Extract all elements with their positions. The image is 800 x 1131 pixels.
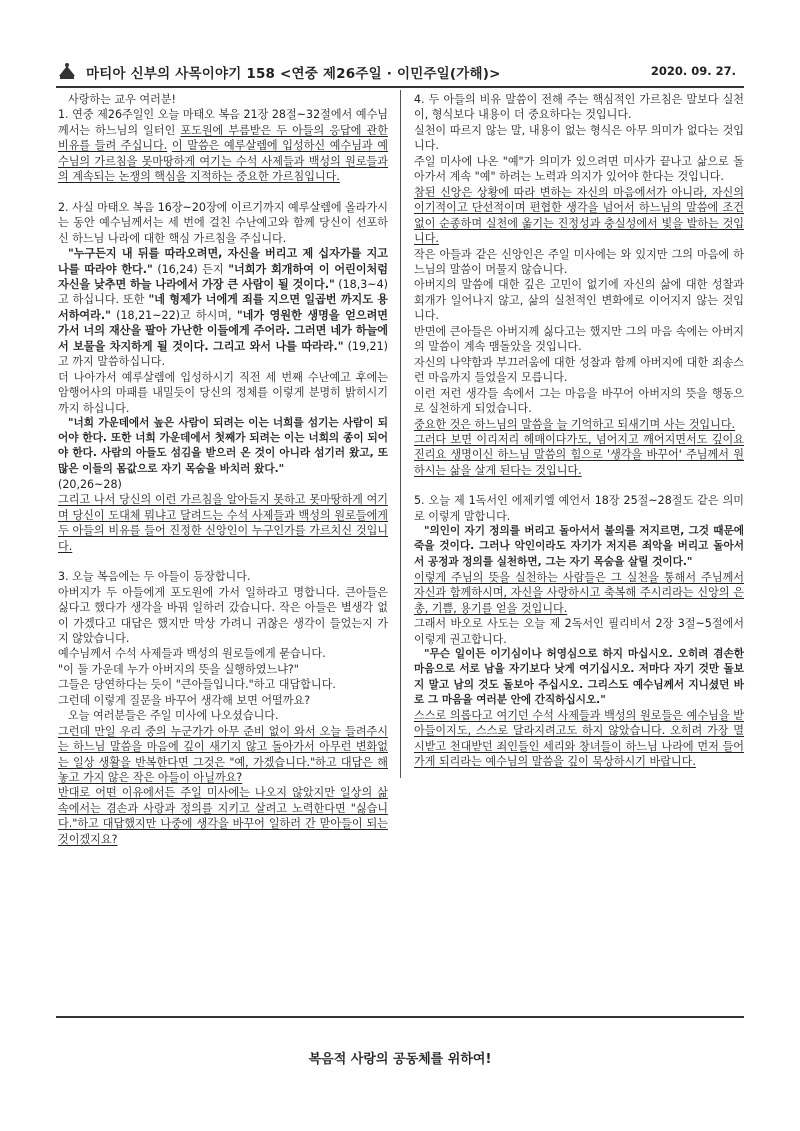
- section-4-line-5: 작은 아들과 같은 신앙인은 주일 미사에는 와 있지만 그의 마음에 하느님의 말씀이 머물지 않습니다.: [414, 247, 744, 276]
- greeting: 사랑하는 교우 여러분!: [68, 93, 176, 106]
- section-5-quote-2: "무슨 일이든 이기심이나 허영심으로 하지 마십시오. 오히려 겸손한 마음으로 서로 남을 자기보다 낫게 여기십시오. 저마다 자기 것만 돌보지 말고 남의 것도 돌보아 주십시오. 그리스도 예수님께서 지니셨던 바로 그 마음을 여러분 안에 간직하십시오.": [414, 648, 744, 706]
- page-title: 마티아 신부의 사목이야기 158 <연중 제26주일 · 이민주일(가해)>: [86, 66, 501, 82]
- section-5-line-2: 이렇게 주님의 뜻을 실천하는 사람들은 그 실천을 통해서 주님께서 자신과 함께하시며, 자신을 사랑하시고 축복해 주시리라는 신앙의 은총, 기쁨, 용기를 얻을 것입니다.: [414, 570, 744, 615]
- header-divider: [56, 86, 744, 88]
- section-5-quote-1: "의인이 자기 정의를 버리고 돌아서서 불의를 저지르면, 그것 때문에 죽을 것이다. 그러나 악인이라도 자기가 저지른 죄악을 버리고 돌아서서 공정과 정의를 실천하면, 그는 자기 목숨을 살릴 것이다.": [414, 525, 744, 568]
- section-4-line-2: 실천이 따르지 않는 말, 내용이 없는 형식은 아무 의미가 없다는 것입니다.: [414, 123, 744, 153]
- footer-divider: [56, 1016, 744, 1018]
- section-4-line-6: 아버지의 말씀에 대한 깊은 고민이 없기에 자신의 삶에 대한 성찰과 회개가 일어나지 않고, 삶의 실천적인 변화에로 이어지지 않는 것입니다.: [414, 278, 744, 323]
- section-3-line-9: 반대로 어떤 이유에서든 주일 미사에는 나오지 않았지만 일상의 삶 속에서는 겸손과 사랑과 정의를 지키고 살려고 노력한다면 "싫습니다."하고 대답했지만 나중에 생각을 바꾸어 일하러 간 맏아들이 되는 것이겠지요?: [58, 786, 388, 846]
- section-4-line-1: 4. 두 아들의 비유 말씀이 전해 주는 핵심적인 가르침은 말보다 실천이, 형식보다 내용이 더 중요하다는 것입니다.: [414, 93, 744, 122]
- section-4-line-7: 반면에 큰아들은 아버지께 싫다고는 했지만 그의 마음 속에는 아버지의 말씀이 계속 맴돌았을 것입니다.: [414, 324, 744, 354]
- section-3-line-1: 3. 오늘 복음에는 두 아들이 등장합니다.: [58, 570, 251, 584]
- section-3-line-2: 아버지가 두 아들에게 포도원에 가서 일하라고 명합니다. 큰아들은 싫다고 했다가 생각을 바꿔 일하러 갔습니다. 작은 아들은 별생각 없이 가겠다고 대답은 했지만 막상 가려니 귀찮은 생각이 들었는지 가지 않았습니다.: [58, 585, 388, 645]
- right-column: [414, 92, 744, 770]
- priest-logo-icon: [56, 60, 78, 82]
- section-3-line-5: 그들은 당연하다는 듯이 "큰아들입니다."하고 대답합니다.: [58, 678, 336, 692]
- section-5-line-1: 5. 오늘 제 1독서인 에제키엘 예언서 18장 25절~28절도 같은 의미로 이렇게 말합니다.: [414, 494, 744, 523]
- section-2-more: 더 나아가서 예루살렘에 입성하시기 직전 세 번째 수난예고 후에는 암행어사의 마패를 내밀듯이 당신의 정체를 이렇게 분명히 밝히시기까지 하십니다.: [58, 370, 388, 415]
- section-5-line-3: 그래서 바오로 사도는 오늘 제 2독서인 필리비서 2장 3절~5절에서 이렇게 권고합니다.: [414, 617, 744, 646]
- section-4-line-9: 이런 저런 생각들 속에서 그는 마음을 바꾸어 아버지의 뜻을 행동으로 실천하게 되었습니다.: [414, 386, 744, 416]
- section-4-line-10: 중요한 것은 하느님의 말씀을 늘 기억하고 되새기며 사는 것입니다.: [414, 417, 736, 431]
- section-3-line-8: 그런데 만일 우리 중의 누군가가 아무 준비 없이 와서 오늘 들려주시는 하느님 말씀을 마음에 깊이 새기지 않고 돌아가서 아무런 변화없는 일상 생활을 반복한다면 그것은 "예, 가겠습니다."하고 대답은 해놓고 가지 않은 작은 아들이 아닐까요?: [58, 724, 388, 785]
- section-3-line-6: 그런데 이렇게 질문을 바꾸어 생각해 보면 어떨까요?: [58, 693, 311, 707]
- section-3-line-4: "이 둘 가운데 누가 아버지의 뜻을 실행하였느냐?": [58, 662, 299, 676]
- section-4-line-8: 자신의 나약함과 부끄러움에 대한 성찰과 함께 아버지에 대한 죄송스런 마음까지 들었을지 모릅니다.: [414, 355, 744, 385]
- section-4-line-11: 그러다 보면 이리저리 헤매이다가도, 넘어지고 깨어지면서도 깊이요 진리요 생명이신 하느님 말씀의 힘으로 '생각을 바꾸어' 주님께서 원하시는 삶을 살게 된다는 것입니다.: [414, 432, 744, 477]
- footer-motto: 복음적 사랑의 공동체를 위하여!: [308, 1052, 492, 1067]
- section-2-quotes: "누구든지 내 뒤를 따라오려면, 자신을 버리고 제 십자가를 지고 나를 따라야 한다." (16,24) 든지 "너희가 회개하여 이 어린이처럼 자신을 낮추면 하늘 나라에서 가장 큰 사람이 될 것이다." (18,3~4)고 하십니다. 또한 "네 형제가 너에게 죄를 지으면 일곱번 까지도 용서하여라." (18,21~22)고 하시며, "네가 영원한 생명을 얻으려면 가서 너의 재산을 팔아 가난한 이들에게 주어라. 그러면 네가 하늘에서 보물을 차지하게 될 것이다. 그리고 와서 나를 따라라." (19,21)고 까지 말씀하십니다.: [58, 247, 389, 369]
- section-4-line-4: 참된 신앙은 상황에 따라 변하는 자신의 마음에서가 아니라, 자신의 이기적이고 단선적이며 편협한 생각을 넘어서 하느님의 말씀에 조건 없이 순종하며 실천에 옮기는 진정성과 충실성에서 빛을 발하는 것입니다.: [414, 185, 744, 246]
- section-4-line-3: 주일 미사에 나온 "예"가 의미가 있으려면 미사가 끝나고 삶으로 돌아가서 계속 "예" 하려는 노력과 의지가 있어야 한다는 것입니다.: [414, 154, 744, 184]
- page-date: 2020. 09. 27.: [650, 64, 736, 78]
- section-2-end: 그리고 나서 당신의 이런 가르침을 알아듣지 못하고 못마땅하게 여기며 당신이 도대체 뭐냐고 달려드는 수석 사제들과 백성의 원로들에게 두 아들의 비유를 들어 진정한 신앙인이 누구인가를 가르치신 것입니다.: [58, 493, 388, 553]
- section-3-line-3: 예수님께서 수석 사제들과 백성의 원로들에게 묻습니다.: [58, 647, 326, 661]
- section-3-line-7: 오늘 여러분들은 주일 미사에 나오셨습니다.: [68, 709, 279, 723]
- left-column: [58, 92, 388, 847]
- section-2-intro: 2. 사실 마태오 복음 16장~20장에 이르기까지 예루살렘에 올라가시는 동안 예수님께서는 세 번에 걸친 수난예고와 함께 당신이 선포하신 하느님 나라에 대한 핵심 가르침을 주십니다.: [58, 200, 388, 245]
- page-header: [56, 60, 746, 86]
- section-2-quote-5: "너희 가운데에서 높은 사람이 되려는 이는 너희를 섬기는 사람이 되어야 한다. 또한 너희 가운데에서 첫째가 되려는 이는 너희의 종이 되어야 한다. 사람의 아들도 섬김을 받으러 온 것이 아니라 섬기러 왔고, 또 많은 이들의 몸값으로 자기 목숨을 바치러 왔다.": [58, 417, 388, 475]
- section-1: 1. 연중 제26주일인 오늘 마태오 복음 21장 28절~32절에서 예수님께서는 하느님의 일터인 포도원에 부름받은 두 아들의 응답에 관한 비유를 들려 주십니다. 이 말씀은 예루살렘에 입성하신 예수님과 예수님의 가르침을 못마땅하게 여기는 수석 사제들과 백성의 원로들과의 계속되는 논쟁의 핵심을 지적하는 중요한 가르침입니다.: [58, 108, 388, 184]
- column-divider: [400, 90, 401, 778]
- section-2-quote-5-ref: (20,26~28): [58, 477, 122, 491]
- section-5-line-4: 스스로 의롭다고 여기던 수석 사제들과 백성의 원로들은 예수님을 받아들이지도, 스스로 달라지려고도 하지 않았습니다. 오히려 가장 멸시받고 천대받던 죄인들인 세리와 창녀들이 하느님 나라에 먼저 들어가게 되리라는 예수님의 말씀을 깊이 묵상하시기 바랍니다.: [414, 708, 744, 769]
